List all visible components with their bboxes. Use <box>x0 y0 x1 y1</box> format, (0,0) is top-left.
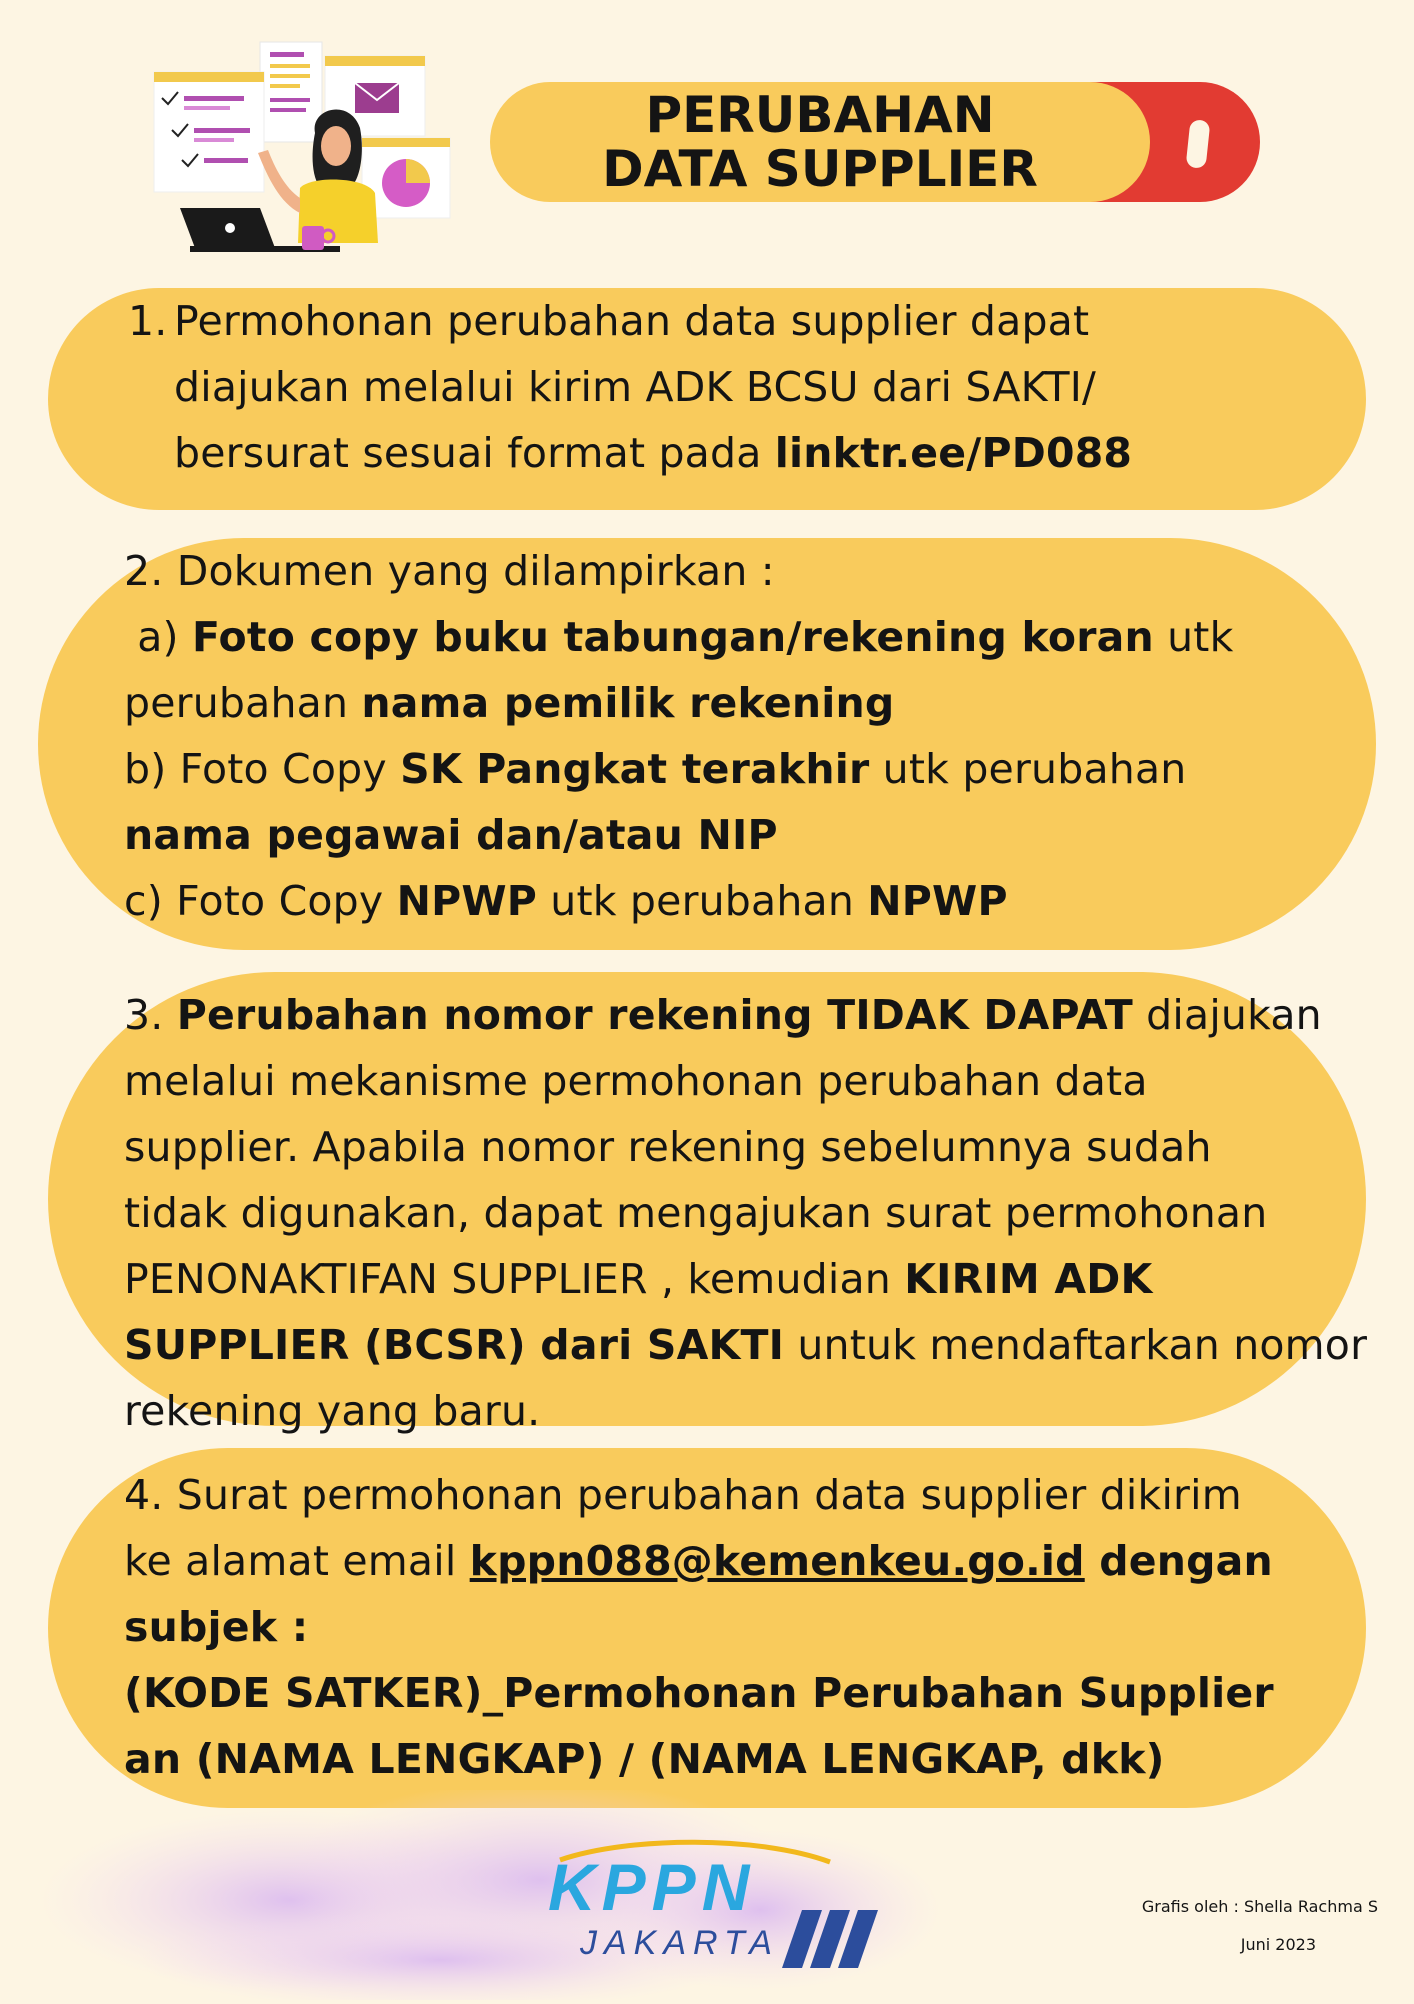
item-2-c-mid: utk perubahan <box>537 877 868 925</box>
item-1-line-2: diajukan melalui kirim ADK BCSU dari SAKTI/ <box>174 363 1097 411</box>
item-3-l6-suffix: untuk mendaftarkan nomor <box>784 1321 1368 1369</box>
item-1-line-1: Permohonan perubahan data supplier dapat <box>174 297 1090 345</box>
item-2-b2-bold: nama pegawai dan/atau NIP <box>124 811 778 859</box>
item-3-l6-bold: SUPPLIER (BCSR) dari SAKTI <box>124 1321 785 1369</box>
item-3-l1-prefix: 3. <box>124 991 177 1039</box>
item-4-l4-bold: (KODE SATKER)_Permohonan Perubahan Supplier <box>124 1669 1274 1717</box>
item-2-c <box>124 868 1364 934</box>
item-2-c-prefix: c) Foto Copy <box>124 877 397 925</box>
item-2-b <box>124 736 1364 802</box>
item-4-line-4 <box>124 1660 1374 1726</box>
title-banner <box>490 82 1260 202</box>
item-2-b2 <box>124 802 1364 868</box>
item-4-l3-bold: subjek : <box>124 1603 309 1651</box>
item-3-l1-suffix: diajukan <box>1132 991 1322 1039</box>
kppn-logo <box>540 1828 880 1978</box>
item-2-b-prefix: b) Foto Copy <box>124 745 401 793</box>
item-2-a-bold: Foto copy buku tabungan/rekening koran <box>192 613 1154 661</box>
item-3-text <box>124 982 1374 1444</box>
item-4-line-1: 4. Surat permohonan perubahan data supplier dikirim <box>124 1471 1242 1519</box>
footer-credit <box>1000 1888 1378 1964</box>
item-2-c-bold-2: NPWP <box>867 877 1008 925</box>
item-4-line-2 <box>124 1528 1374 1594</box>
item-4-line-5 <box>124 1726 1374 1792</box>
kppn-logo-brand: KPPN <box>548 1850 756 1924</box>
item-2-a2-prefix: perubahan <box>124 679 362 727</box>
item-3-line-4: tidak digunakan, dapat mengajukan surat permohonan <box>124 1189 1268 1237</box>
item-3-line-7: rekening yang baru. <box>124 1387 541 1435</box>
item-2-a <box>124 604 1364 670</box>
kppn-logo-city: JAKARTA <box>580 1924 779 1962</box>
item-3-l1-bold: Perubahan nomor rekening TIDAK DAPAT <box>176 991 1133 1039</box>
illustration-woman-laptop-icon <box>150 38 460 263</box>
item-2-b-bold: SK Pangkat terakhir <box>400 745 870 793</box>
title-line-2: DATA SUPPLIER <box>602 140 1038 198</box>
item-3-l5-prefix: PENONAKTIFAN SUPPLIER , kemudian <box>124 1255 905 1303</box>
item-3-l5-bold: KIRIM ADK <box>904 1255 1153 1303</box>
item-2-a2 <box>124 670 1364 736</box>
item-4-text <box>124 1462 1374 1792</box>
title-line-1: PERUBAHAN <box>645 86 995 144</box>
item-2-a2-bold: nama pemilik rekening <box>361 679 895 727</box>
item-2-a-prefix: a) <box>124 613 192 661</box>
item-1-number: 1. <box>128 297 168 345</box>
item-4-l2-bold: dengan <box>1084 1537 1273 1585</box>
format-link[interactable]: linktr.ee/PD088 <box>774 429 1133 477</box>
item-4-l2-prefix: ke alamat email <box>124 1537 470 1585</box>
item-2-text <box>124 538 1364 934</box>
item-3-line-5 <box>124 1246 1374 1312</box>
item-3-line-1 <box>124 982 1374 1048</box>
item-4-line-3 <box>124 1594 1374 1660</box>
item-2-c-bold-1: NPWP <box>396 877 538 925</box>
item-1-text <box>128 288 1328 486</box>
item-3-line-2: melalui mekanisme permohonan perubahan data <box>124 1057 1148 1105</box>
footer-credit-date: Juni 2023 <box>1240 1935 1316 1954</box>
item-3-line-3: supplier. Apabila nomor rekening sebelumnya sudah <box>124 1123 1212 1171</box>
item-1-line-3-prefix: bersurat sesuai format pada <box>174 429 775 477</box>
footer-credit-author: Grafis oleh : Shella Rachma S <box>1141 1897 1378 1916</box>
item-2-a-suffix: utk <box>1153 613 1234 661</box>
item-1-line-3 <box>174 420 1328 486</box>
item-3-line-6 <box>124 1312 1374 1378</box>
item-4-l5-bold: an (NAMA LENGKAP) / (NAMA LENGKAP, dkk) <box>124 1735 1165 1783</box>
page-title <box>490 82 1150 202</box>
item-2-b-suffix: utk perubahan <box>869 745 1187 793</box>
email-link[interactable]: kppn088@kemenkeu.go.id <box>469 1537 1085 1585</box>
item-2-heading: 2. Dokumen yang dilampirkan : <box>124 547 775 595</box>
